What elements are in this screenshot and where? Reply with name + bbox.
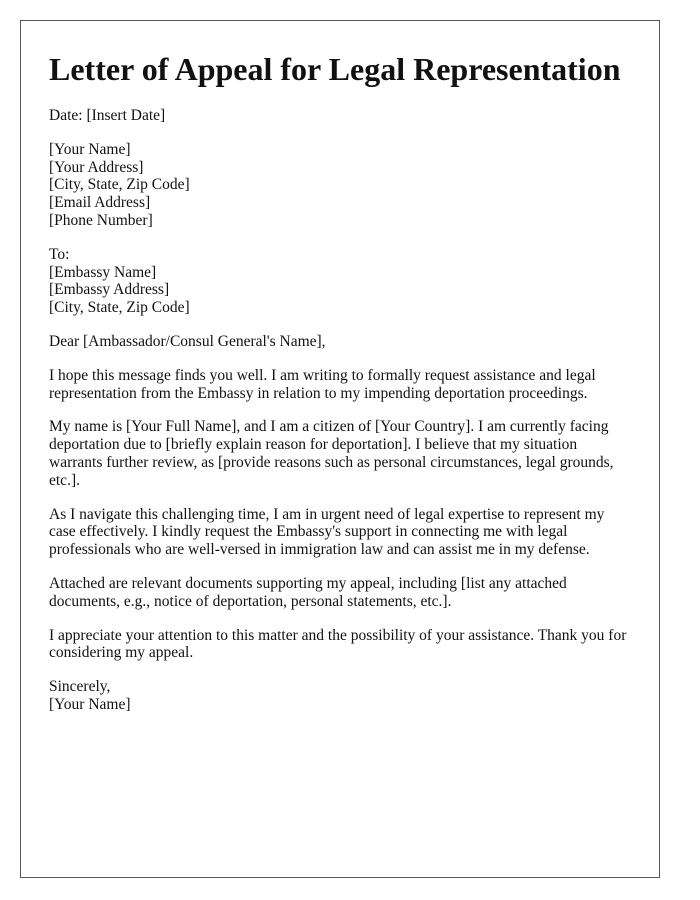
sender-block	[49, 141, 631, 230]
closing: Sincerely,	[49, 678, 111, 696]
recipient-label: To:	[49, 245, 70, 263]
body-paragraph-intro: I hope this message finds you well. I am writing to formally request assistance and legal representation from the Embassy in relation to my impending deportation proceedings.	[49, 366, 596, 402]
salutation: Dear [Ambassador/Consul General's Name],	[49, 332, 326, 350]
recipient-embassy-address: [Embassy Address]	[49, 281, 170, 299]
closing-block	[49, 678, 631, 714]
sender-phone: [Phone Number]	[49, 211, 153, 229]
sender-address: [Your Address]	[49, 158, 144, 176]
body-paragraph-thanks: I appreciate your attention to this matter and the possibility of your assistance. Thank you for considering my appeal.	[49, 626, 627, 662]
signature: [Your Name]	[49, 695, 131, 713]
sender-name: [Your Name]	[49, 140, 131, 158]
letter-date: Date: [Insert Date]	[49, 107, 166, 124]
recipient-city: [City, State, Zip Code]	[49, 299, 190, 317]
letter-title: Letter of Appeal for Legal Representation	[49, 51, 621, 87]
sender-email: [Email Address]	[49, 194, 151, 212]
body-paragraph-request: As I navigate this challenging time, I am in urgent need of legal expertise to represent my case effectively. I kindly request the Embassy's support in connecting me with legal professionals who are well-versed in immigration law and can assist me in my defense.	[49, 505, 605, 559]
body-paragraph-attachments: Attached are relevant documents supporting my appeal, including [list any attached documents, e.g., notice of deportation, personal statements, etc.].	[49, 574, 567, 610]
letter-page	[20, 20, 660, 878]
recipient-embassy-name: [Embassy Name]	[49, 263, 157, 281]
body-paragraph-background: My name is [Your Full Name], and I am a citizen of [Your Country]. I am currently facing deportation due to [briefly explain reason for deportation]. I believe that my situation warrants further review, as [provide reasons such as personal circumstances, legal grounds, etc.].	[49, 418, 614, 489]
sender-city: [City, State, Zip Code]	[49, 176, 190, 194]
recipient-block	[49, 246, 631, 317]
